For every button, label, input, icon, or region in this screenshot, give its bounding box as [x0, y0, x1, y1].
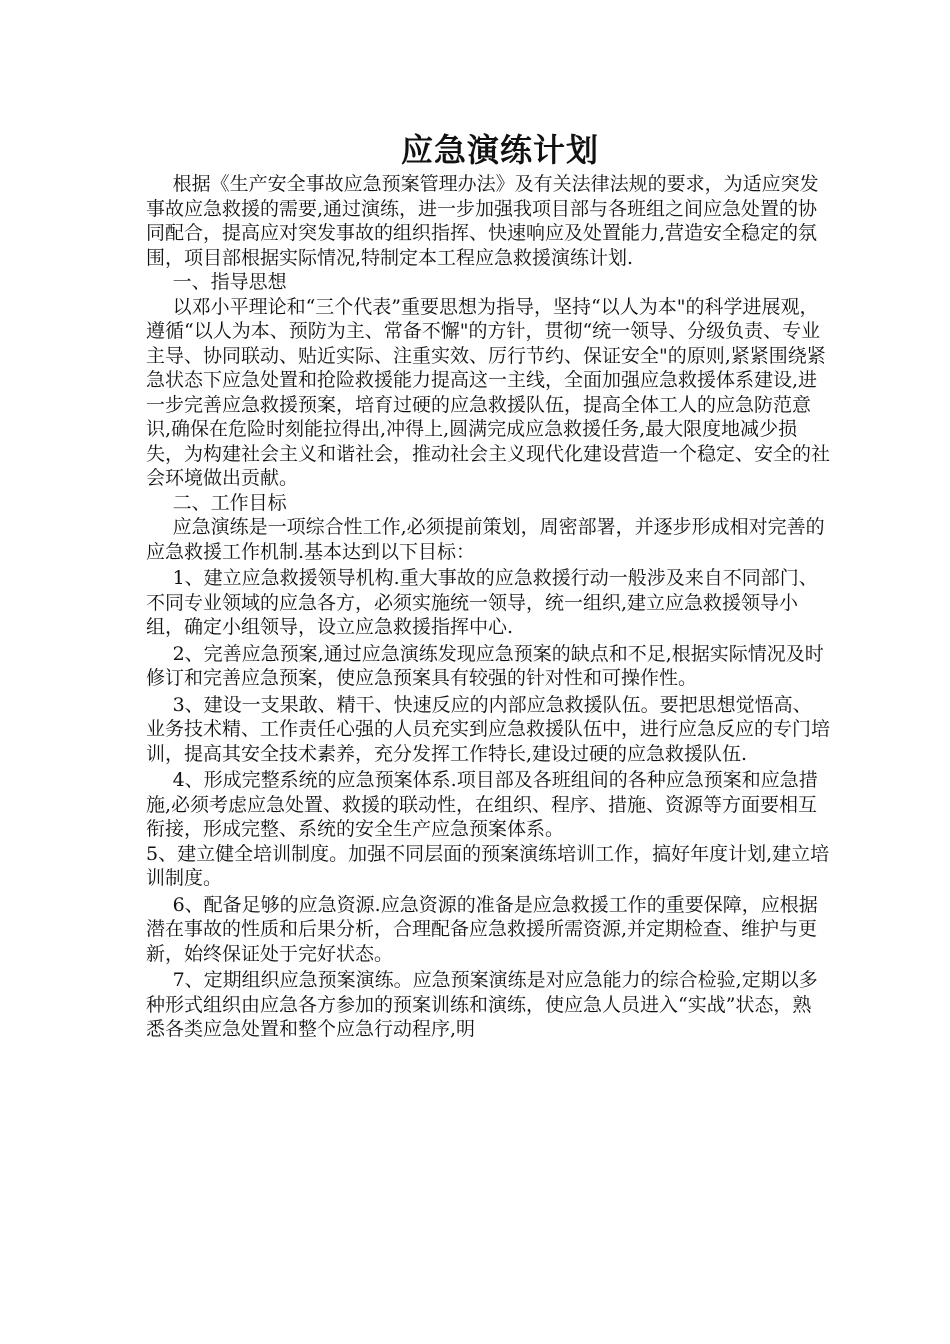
goal-item-5: 5、建立健全培训制度。加强不同层面的预案演练培训工作，搞好年度计划,建立培训制度。: [146, 842, 830, 889]
goal-item-4: 4、形成完整系统的应急预案体系.项目部及各班组间的各种应急预案和应急措施,必须考虑应急处置、救援的联动性，在组织、程序、措施、资源等方面要相互衔接，形成完整、系统的安全生产应急预案体系。: [146, 769, 818, 840]
goal-item-6: 6、配备足够的应急资源.应急资源的准备是应急救援工作的重要保障，应根据潜在事故的性质和后果分析，合理配备应急救援所需资源,并定期检查、维护与更新，始终保证处于完好状态。: [146, 893, 818, 965]
intro-paragraph: 根据《生产安全事故应急预案管理办法》及有关法律法规的要求，为适应突发事故应急救援的需要,通过演练，进一步加强我项目部与各班组之间应急处置的协同配合，提高应对突发事故的组织指挥、快速响应及处置能力,营造安全稳定的氛围，项目部根据实际情况,特制定本工程应急救援演练计划.: [146, 173, 819, 269]
goal-item-7: 7、定期组织应急预案演练。应急预案演练是对应急能力的综合检验,定期以多种形式组织由应急各方参加的预案训练和演练，使应急人员进入“实战”状态，熟悉各类应急处置和整个应急行动程序,明: [146, 969, 818, 1040]
goal-item-1: 1、建立应急救援领导机构.重大事故的应急救援行动一般涉及来自不同部门、不同专业领域的应急各方，必须实施统一领导，统一组织,建立应急救援领导小组，确定小组领导，设立应急救援指挥中心.: [146, 567, 818, 638]
section-heading-guiding-ideology: 一、指导思想: [172, 271, 287, 293]
goal-item-3: 3、建设一支果敢、精干、快速反应的内部应急救援队伍。要把思想觉悟高、业务技术精、工作责任心强的人员充实到应急救援队伍中，进行应急反应的专门培训，提高其安全技术素养，充分发挥工作特长,建设过硬的应急救援队伍.: [146, 693, 831, 765]
page-title: 应急演练计划: [400, 131, 599, 169]
goal-item-2: 2、完善应急预案,通过应急演练发现应急预案的缺点和不足,根据实际情况及时修订和完善应急预案，使应急预案具有较强的针对性和可操作性。: [146, 642, 824, 689]
section-heading-work-goals: 二、工作目标: [172, 491, 287, 514]
section-body-guiding-ideology: 以邓小平理论和“三个代表”重要思想为指导，坚持“以人为本"的科学进展观，遵循“以人为本、预防为主、常备不懈"的方针，贯彻“统一领导、分级负责、专业主导、协同联动、贴近实际、注重实效、厉行节约、保证安全"的原则,紧紧围绕紧急状态下应急处置和抢险救援能力提高这一主线，全面加强应急救援体系建设,进一步完善应急救援预案，培育过硬的应急救援队伍，提高全体工人的应急防范意识,确保在危险时刻能拉得出,冲得上,圆满完成应急救援任务,最大限度地减少损失，为构建社会主义和谐社会，推动社会主义现代化建设营造一个稳定、安全的社会环境做出贡献。: [146, 295, 831, 489]
section-body-work-goals: 应急演练是一项综合性工作,必须提前策划，周密部署，并逐步形成相对完善的应急救援工作机制.基本达到以下目标：: [146, 516, 825, 563]
